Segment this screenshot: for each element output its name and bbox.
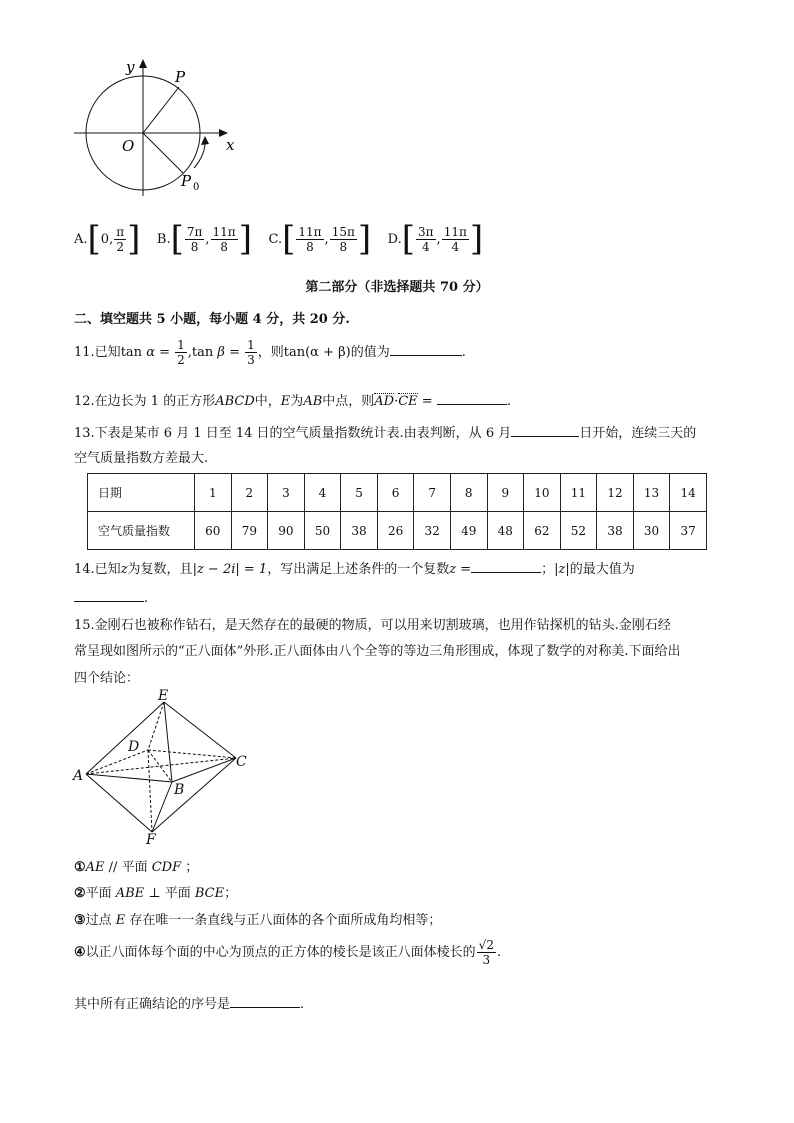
table-cell: 30 xyxy=(633,512,670,550)
answer-blank[interactable] xyxy=(471,559,541,573)
fraction: $\frac{1}{2}$ xyxy=(177,338,185,367)
bracket-right: ] xyxy=(127,219,141,259)
answer-blank[interactable] xyxy=(437,391,507,405)
part2-title: 第二部分（非选择题共 70 分） xyxy=(305,280,489,295)
question-14-cont: . xyxy=(74,588,148,606)
question-13-line1: 13.下表是某市 6 月 1 日至 14 日的空气质量指数统计表.由表判断，从 6 月 日开始，连续三天的 xyxy=(74,422,696,441)
vertex-f: F xyxy=(146,832,156,848)
octahedron-figure xyxy=(70,688,260,848)
table-cell: 26 xyxy=(377,512,414,550)
edge-ec xyxy=(164,702,236,758)
fraction: $\frac{3\pi}{4}$ xyxy=(418,224,434,254)
table-cell: 4 xyxy=(304,474,341,512)
edge-eb xyxy=(164,702,172,782)
question-15-line3: 四个结论： xyxy=(74,671,140,686)
question-15-line2: 常呈现如图所示的“正八面体”外形.正八面体由八个全等的等边三角形围成，体现了数学的对称美.下面给出 xyxy=(74,644,681,659)
fraction: $\frac{11\pi}{8}$ xyxy=(298,224,322,254)
rotation-arrow-head xyxy=(201,136,209,145)
edge-ab xyxy=(86,774,172,782)
fraction: $\frac{7\pi}{8}$ xyxy=(186,224,203,254)
label-o: O xyxy=(122,137,135,155)
vertex-e: E xyxy=(158,688,169,704)
table-cell: 14 xyxy=(670,474,707,512)
table-cell: 8 xyxy=(450,474,487,512)
table-row xyxy=(88,512,707,550)
table-cell: 37 xyxy=(670,512,707,550)
table-cell: 50 xyxy=(304,512,341,550)
conclusion-2: ②平面 ABE ⊥ 平面 BCE； xyxy=(74,886,238,901)
table-cell: 13 xyxy=(633,474,670,512)
question-11: 11.已知tan α = $\frac{1}{2}$ ,tan β = $\frac{1}{3}$ ，则tan(α + β)的值为 . xyxy=(74,338,466,367)
question-13-line2: 空气质量指数方差最大. xyxy=(74,451,209,466)
edge-bf xyxy=(152,782,172,832)
table-cell: 10 xyxy=(524,474,561,512)
fraction: $\frac{11\pi}{4}$ xyxy=(443,224,467,254)
label-p0-subscript: 0 xyxy=(193,182,200,193)
table-cell: 52 xyxy=(560,512,597,550)
conclusion-1: ①AE // 平面 CDF ； xyxy=(74,860,199,875)
answer-choices xyxy=(74,219,484,259)
question-15-line1: 15.金刚石也被称作钻石，是天然存在的最硬的物质，可以用来切割玻璃，也用作钻探机的钻头.金刚石经 xyxy=(74,618,671,633)
row-label-date: 日期 xyxy=(88,474,195,512)
table-cell: 11 xyxy=(560,474,597,512)
table-cell: 2 xyxy=(231,474,268,512)
answer-blank[interactable] xyxy=(390,342,462,356)
label-y: y xyxy=(126,58,135,76)
edge-af xyxy=(86,774,152,832)
table-cell: 90 xyxy=(268,512,305,550)
table-cell: 12 xyxy=(597,474,634,512)
ray-op0 xyxy=(143,133,183,173)
answer-blank[interactable] xyxy=(74,588,144,602)
conclusion-3: ③过点 E 存在唯一一条直线与正八面体的各个面所成角均相等； xyxy=(74,913,442,928)
fraction: $\frac{√2}{3}$ xyxy=(478,938,494,967)
question-14: 14.已知z为复数，且|z − 2i| = 1，写出满足上述条件的一个复数z = ；|z|的最大值为 xyxy=(74,558,635,577)
ray-op xyxy=(143,87,179,133)
answer-blank[interactable] xyxy=(230,994,300,1008)
table-cell: 79 xyxy=(231,512,268,550)
fraction: $\frac{15\pi}{8}$ xyxy=(331,224,355,254)
section2-header: 二、填空题共 5 小题，每小题 4 分，共 20 分. xyxy=(74,312,350,327)
table-cell: 62 xyxy=(524,512,561,550)
bracket-left: [ xyxy=(87,219,101,259)
label-p0: P xyxy=(181,172,192,190)
vector-ad: AD xyxy=(374,394,395,409)
answer-blank[interactable] xyxy=(511,423,579,437)
vertex-b: B xyxy=(174,782,185,798)
fraction: $\frac{1}{3}$ xyxy=(247,338,255,367)
edge-cf xyxy=(152,758,236,832)
table-cell: 49 xyxy=(450,512,487,550)
table-cell: 1 xyxy=(195,474,232,512)
y-axis-arrow xyxy=(139,59,147,68)
table-cell: 9 xyxy=(487,474,524,512)
table-cell: 38 xyxy=(341,512,378,550)
table-cell: 3 xyxy=(268,474,305,512)
conclusion-4: ④以正八面体每个面的中心为顶点的正方体的棱长是该正八面体棱长的 $\frac{√2}{3}$ . xyxy=(74,938,502,967)
vertex-c: C xyxy=(236,754,247,770)
table-cell: 38 xyxy=(597,512,634,550)
edge-dc xyxy=(148,750,236,758)
air-quality-table xyxy=(87,473,707,550)
vector-ce: CE xyxy=(398,394,418,409)
diagonal-db xyxy=(148,750,172,782)
unit-circle-figure xyxy=(68,56,238,196)
label-x: x xyxy=(226,136,235,154)
choice-d: D.[ $\frac{3\pi}{4}$ , $\frac{11\pi}{4}$ ] xyxy=(387,219,484,259)
table-cell: 5 xyxy=(341,474,378,512)
edge-bc xyxy=(172,758,236,782)
table-cell: 32 xyxy=(414,512,451,550)
edge-df xyxy=(148,750,152,832)
vertex-a: A xyxy=(73,768,84,784)
label-p: P xyxy=(175,68,186,86)
table-cell: 7 xyxy=(414,474,451,512)
choice-c: C.[ $\frac{11\pi}{8}$ , $\frac{15\pi}{8}$ ] xyxy=(268,219,372,259)
table-cell: 6 xyxy=(377,474,414,512)
question-12: 12.在边长为 1 的正方形ABCD中，E为AB中点，则AD·CE = . xyxy=(74,390,511,409)
row-label-aqi: 空气质量指数 xyxy=(88,512,195,550)
vertex-d: D xyxy=(128,739,140,755)
table-cell: 60 xyxy=(195,512,232,550)
table-row xyxy=(88,474,707,512)
final-question-line: 其中所有正确结论的序号是 . xyxy=(74,993,304,1012)
fraction: $\frac{\pi}{2}$ xyxy=(116,224,125,254)
table-cell: 48 xyxy=(487,512,524,550)
choice-a: A.[0, $\frac{\pi}{2}$ ] xyxy=(74,219,141,259)
fraction: $\frac{11\pi}{8}$ xyxy=(212,224,236,254)
choice-b: B.[ $\frac{7\pi}{8}$ , $\frac{11\pi}{8}$ ] xyxy=(156,219,252,259)
